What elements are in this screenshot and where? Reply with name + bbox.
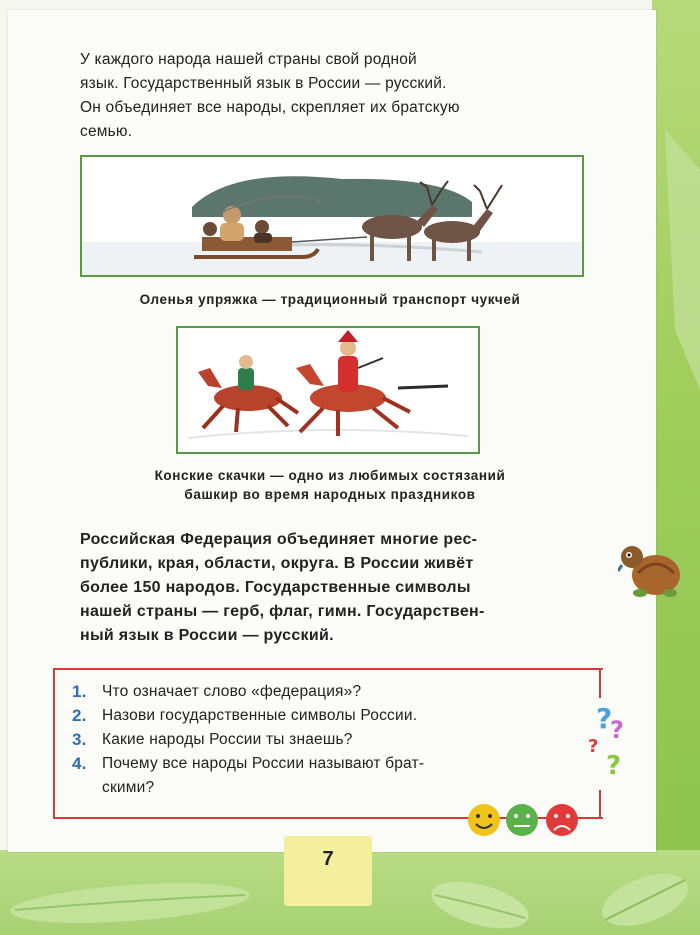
- question-item: [72, 704, 592, 728]
- neutral-face-icon[interactable]: [506, 804, 538, 836]
- leaf-decoration-icon: [420, 870, 540, 935]
- question-number: 3.: [72, 730, 87, 749]
- summary-line: более 150 народов. Государственные символы: [80, 579, 471, 596]
- turtle-mascot-icon: [618, 535, 688, 605]
- question-text: Назови государственные символы России.: [102, 707, 418, 724]
- question-item: [72, 752, 592, 800]
- caption-line: башкир во время народных праздников: [184, 487, 476, 502]
- reindeer-sled-icon: [82, 157, 582, 275]
- page-number-badge: [284, 836, 372, 906]
- figure-caption: [80, 466, 580, 504]
- leaf-decoration-icon: [590, 860, 700, 935]
- questions-frame-edge: [599, 668, 601, 698]
- reindeer-sled-illustration: [80, 155, 584, 277]
- intro-line: семью.: [80, 123, 133, 140]
- summary-paragraph: [80, 528, 605, 648]
- svg-text:?: ?: [588, 736, 599, 757]
- leaf-decoration-icon: [655, 130, 700, 390]
- svg-text:?: ?: [610, 716, 624, 744]
- question-item: [72, 680, 592, 704]
- svg-text:?: ?: [606, 751, 622, 780]
- question-number: 2.: [72, 706, 87, 725]
- summary-line: нашей страны — герб, флаг, гимн. Государствен-: [80, 603, 485, 620]
- intro-line: У каждого народа нашей страны свой родной: [80, 51, 417, 68]
- happy-face-icon[interactable]: [468, 804, 500, 836]
- mood-faces: [466, 800, 586, 840]
- svg-text:?: ?: [596, 702, 613, 735]
- questions-frame-edge: [599, 790, 601, 817]
- summary-line: ный язык в России — русский.: [80, 627, 334, 644]
- intro-line: язык. Государственный язык в России — русский.: [80, 75, 447, 92]
- figure-caption: Оленья упряжка — традиционный транспорт чукчей: [139, 292, 521, 307]
- horse-race-illustration: [176, 326, 480, 454]
- question-item: [72, 728, 592, 752]
- page-number: 7: [322, 848, 334, 870]
- horse-race-icon: [178, 328, 478, 452]
- question-text: Какие народы России ты знаешь?: [102, 731, 353, 748]
- question-number: 4.: [72, 754, 87, 773]
- leaf-decoration-icon: [0, 865, 260, 935]
- questions-list: [72, 680, 592, 800]
- summary-line: публики, края, области, округа. В России живёт: [80, 555, 474, 572]
- sad-face-icon[interactable]: [546, 804, 578, 836]
- question-marks-icon: [588, 700, 638, 780]
- caption-line: Конские скачки — одно из любимых состязаний: [154, 468, 506, 483]
- question-text: Почему все народы России называют брат-: [102, 755, 425, 772]
- question-text: скими?: [102, 779, 155, 796]
- summary-line: Российская Федерация объединяет многие рес-: [80, 531, 478, 548]
- question-text: Что означает слово «федерация»?: [102, 683, 362, 700]
- intro-paragraph: [80, 48, 610, 144]
- question-number: 1.: [72, 682, 87, 701]
- intro-line: Он объединяет все народы, скрепляет их братскую: [80, 99, 460, 116]
